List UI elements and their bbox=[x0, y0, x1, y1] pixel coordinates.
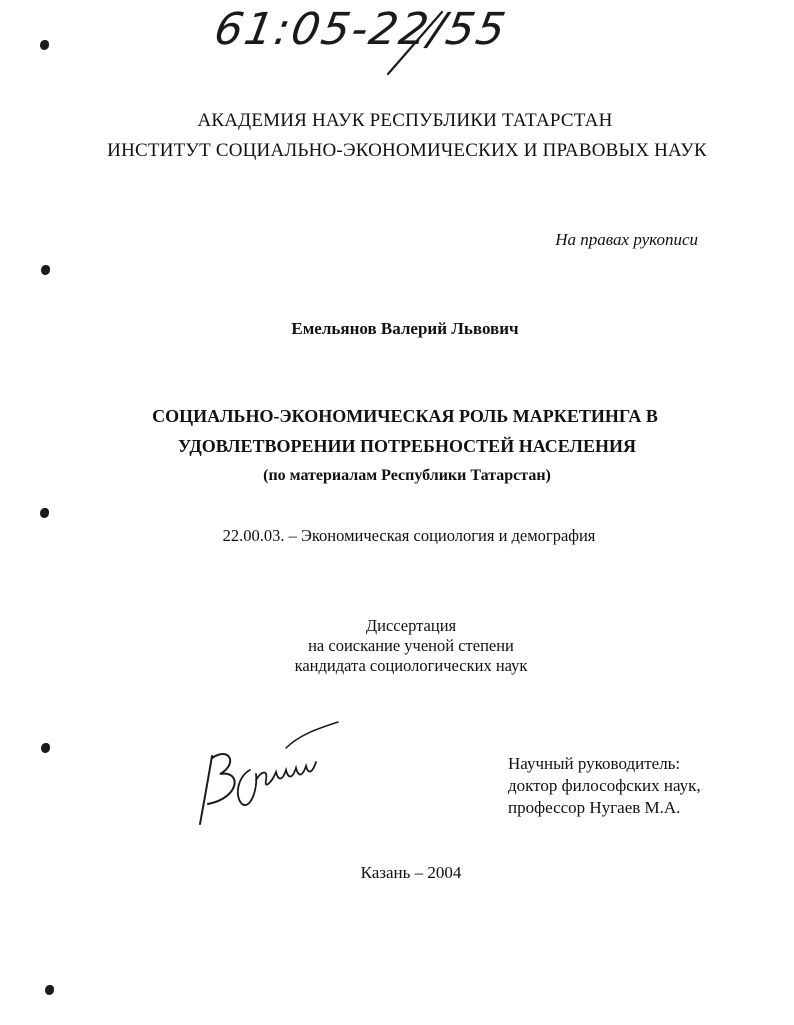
specialty-code: 22.00.03. – Экономическая социология и демография bbox=[222, 526, 596, 545]
punch-hole-mark bbox=[41, 265, 50, 275]
handwritten-slash-mark bbox=[380, 8, 450, 80]
author-signature bbox=[190, 720, 350, 830]
author-name: Емельянов Валерий Львович bbox=[291, 319, 519, 338]
punch-hole-mark bbox=[41, 743, 50, 753]
title-line-1: СОЦИАЛЬНО-ЭКОНОМИЧЕСКАЯ РОЛЬ МАРКЕТИНГА В bbox=[152, 406, 658, 426]
rights-note: На правах рукописи bbox=[555, 230, 698, 249]
degree-line-3: кандидата социологических наук bbox=[294, 656, 528, 675]
title-line-2: УДОВЛЕТВОРЕНИИ ПОТРЕБНОСТЕЙ НАСЕЛЕНИЯ bbox=[178, 436, 636, 456]
degree-line-2: на соискание ученой степени bbox=[308, 636, 514, 655]
organization-line-2: ИНСТИТУТ СОЦИАЛЬНО-ЭКОНОМИЧЕСКИХ И ПРАВОВЫХ НАУК bbox=[107, 140, 707, 161]
supervisor-label: Научный руководитель: bbox=[508, 754, 681, 773]
supervisor-name: профессор Нугаев М.А. bbox=[508, 798, 681, 817]
punch-hole-mark bbox=[45, 985, 54, 995]
title-subtitle: (по материалам Республики Татарстан) bbox=[263, 467, 551, 484]
punch-hole-mark bbox=[40, 40, 49, 50]
organization-line-1: АКАДЕМИЯ НАУК РЕСПУБЛИКИ ТАТАРСТАН bbox=[197, 110, 613, 131]
archive-code: 61:05-22/55 bbox=[210, 4, 511, 55]
degree-line-1: Диссертация bbox=[365, 616, 457, 635]
punch-hole-mark bbox=[40, 508, 49, 518]
city-year: Казань – 2004 bbox=[360, 863, 462, 882]
supervisor-degree: доктор философских наук, bbox=[508, 776, 701, 795]
